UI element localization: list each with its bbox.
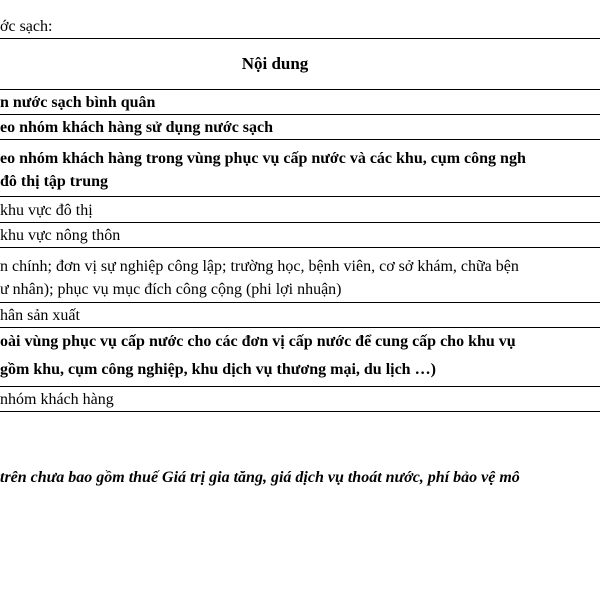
table-header: Nội dung	[0, 39, 600, 90]
row-text: nhóm khách hàng	[0, 391, 114, 408]
row-text-continued: ư nhân); phục vụ mục đích công cộng (phi lợi nhuận)	[0, 281, 342, 298]
table-row	[0, 387, 600, 412]
row-text: n nước sạch bình quân	[0, 94, 156, 111]
table-row	[0, 223, 600, 248]
price-table	[0, 38, 600, 412]
table-row	[0, 328, 600, 387]
row-text: eo nhóm khách hàng trong vùng phục vụ cấp nước và các khu, cụm công ngh	[0, 150, 526, 167]
row-text: oài vùng phục vụ cấp nước cho các đơn vị cấp nước để cung cấp cho khu vụ	[0, 333, 516, 350]
row-text-continued: gồm khu, cụm công nghiệp, khu dịch vụ thương mại, du lịch …)	[0, 361, 436, 378]
row-text: khu vực nông thôn	[0, 227, 121, 244]
row-text: khu vực đô thị	[0, 202, 93, 219]
footnote: trên chưa bao gồm thuế Giá trị gia tăng, giá dịch vụ thoát nước, phí bảo vệ mô	[0, 469, 520, 486]
table-row	[0, 248, 600, 303]
table-row	[0, 90, 600, 115]
row-text-continued: đô thị tập trung	[0, 173, 109, 190]
table-row	[0, 303, 600, 328]
table-row	[0, 115, 600, 140]
row-text: n chính; đơn vị sự nghiệp công lập; trường học, bệnh viên, cơ sở khám, chữa bện	[0, 258, 519, 275]
table-row	[0, 197, 600, 223]
table-row	[0, 140, 600, 197]
row-text: eo nhóm khách hàng sử dụng nước sạch	[0, 119, 274, 136]
row-text: hân sản xuất	[0, 307, 80, 324]
table-caption: ớc sạch:	[0, 18, 53, 35]
